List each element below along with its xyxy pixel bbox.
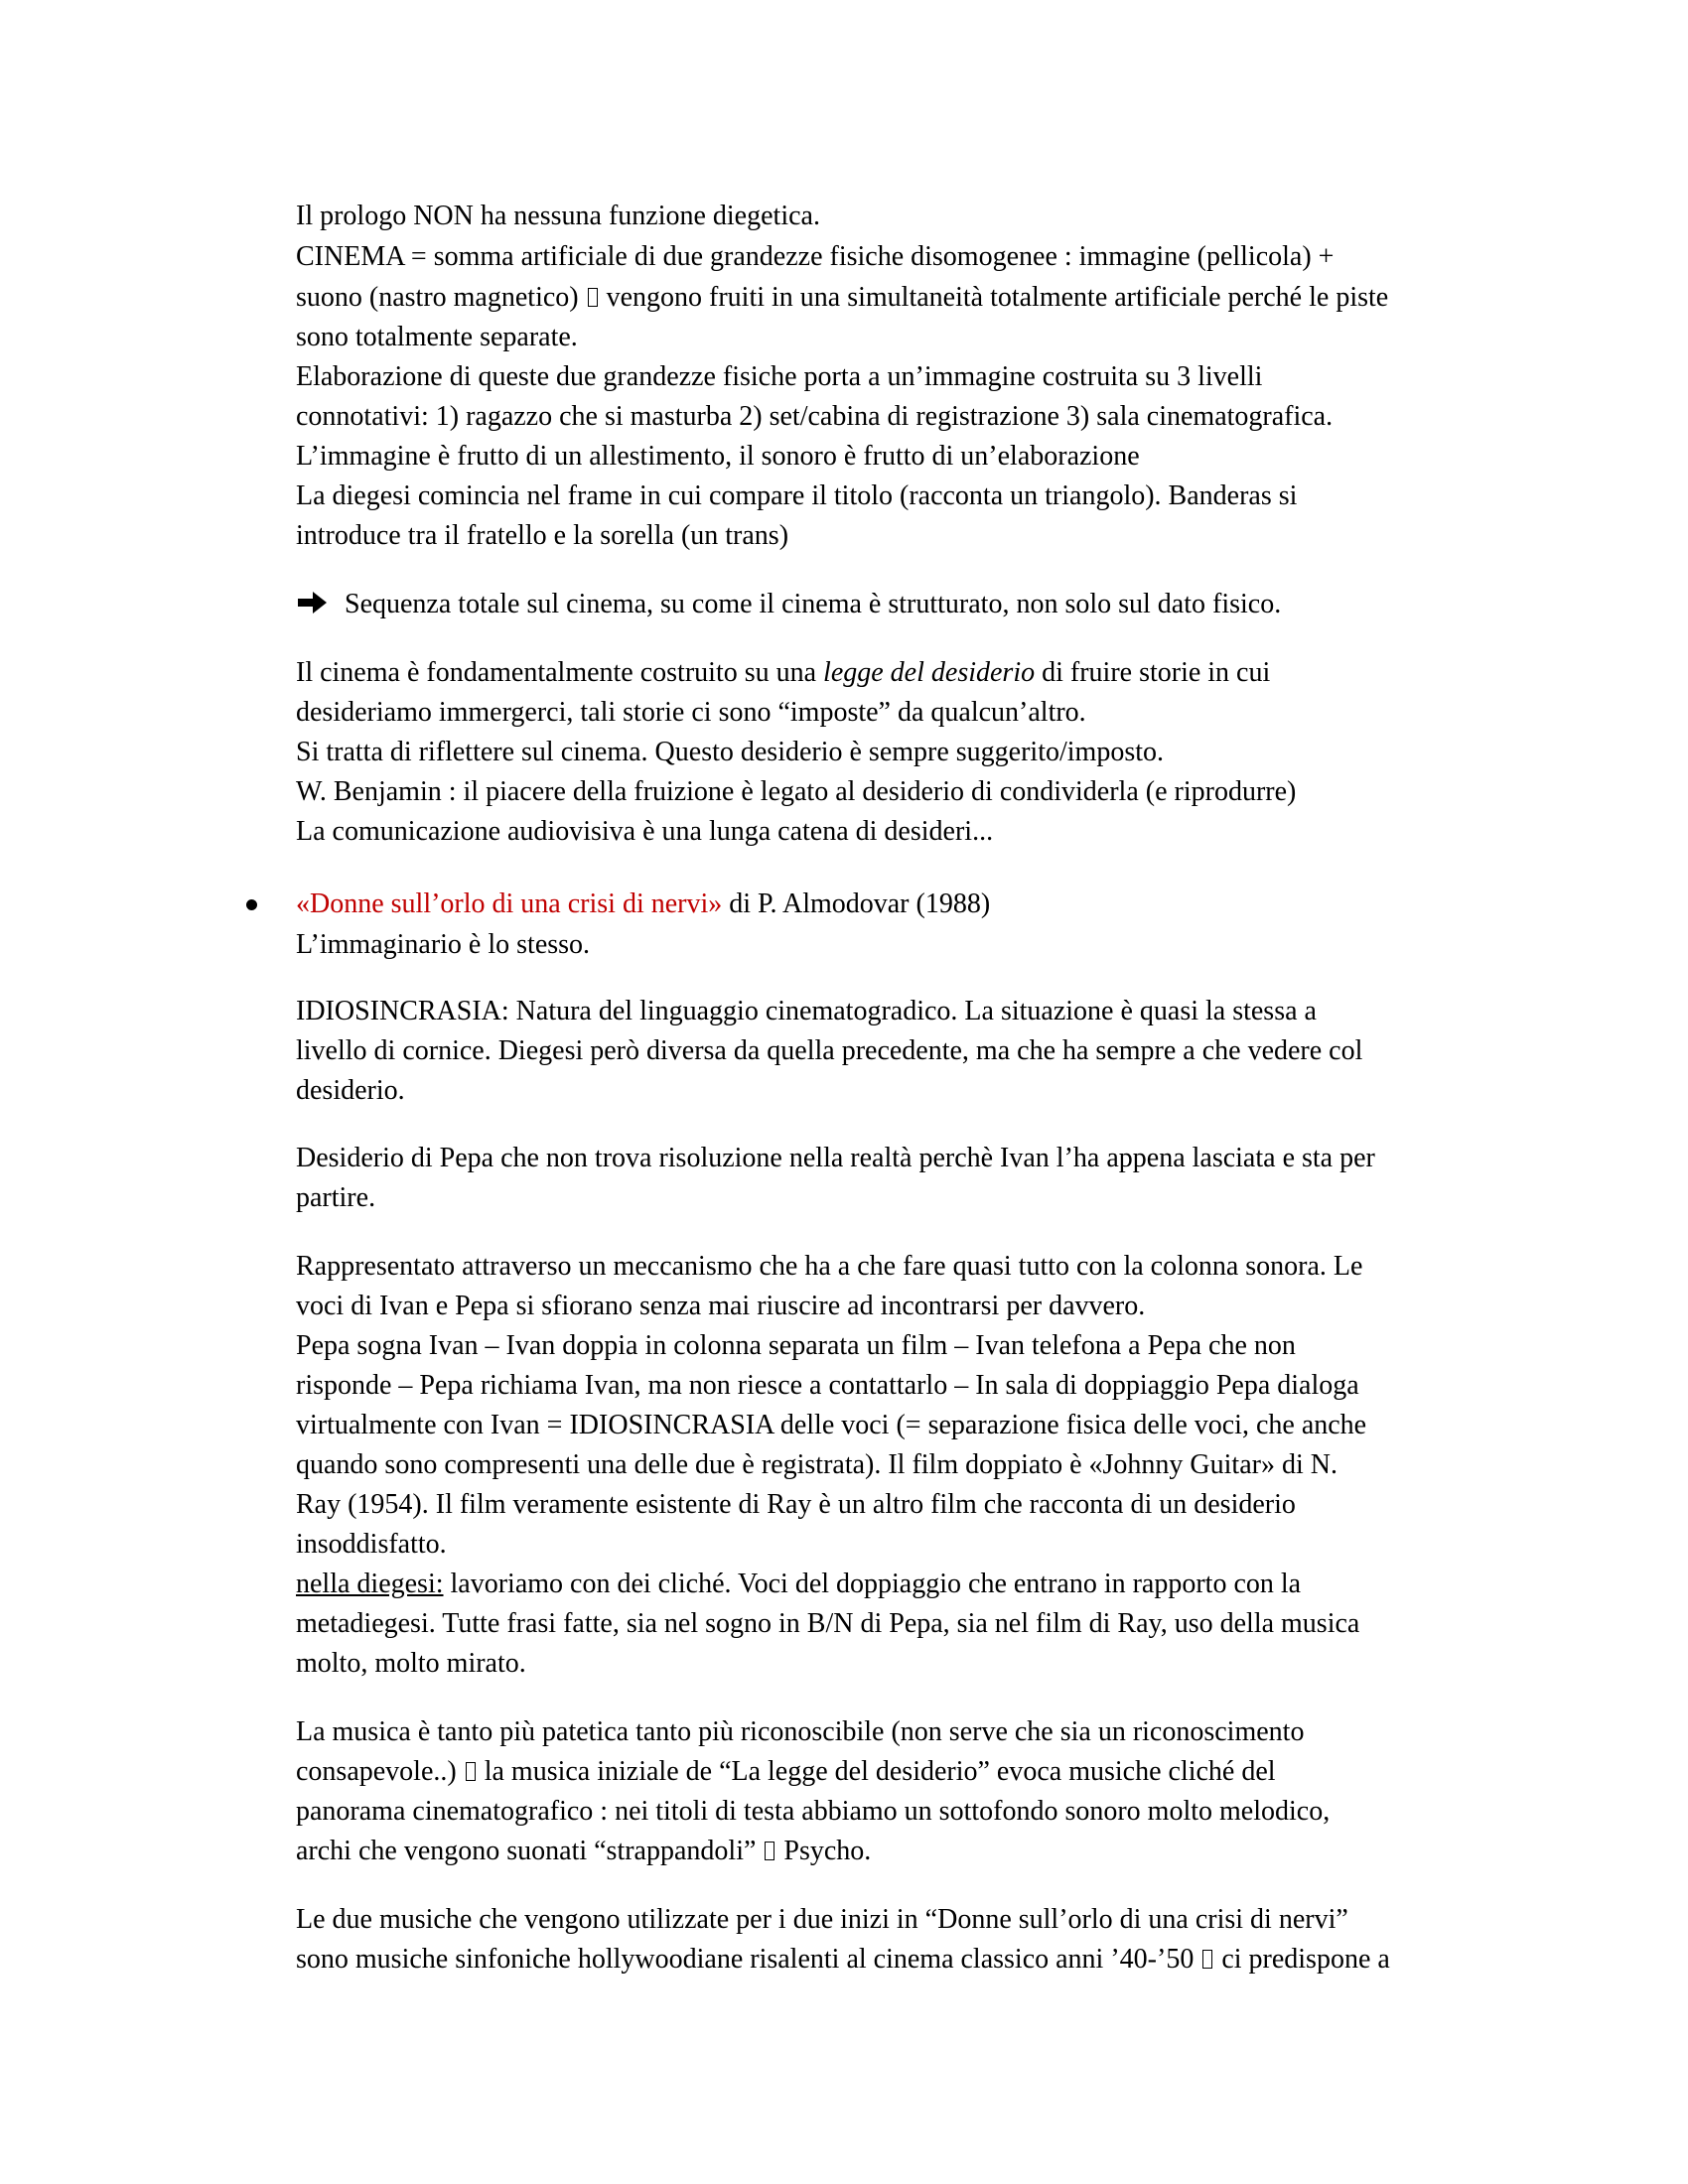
text-line: archi che vengono suonati “strappandoli” Psycho. <box>296 1836 872 1866</box>
text-line: consapevole..) la musica iniziale de “La legge del desiderio” evoca musiche cliché del <box>296 1756 1276 1787</box>
text-line: IDIOSINCRASIA: Natura del linguaggio cinematogradico. La situazione è quasi la stessa a <box>296 996 1317 1026</box>
text-line: metadiegesi. Tutte frasi fatte, sia nel sogno in B/N di Pepa, sia nel film di Ray, uso della musica <box>296 1608 1360 1639</box>
text-line: quando sono compresenti una delle due è registrata). Il film doppiato è «Johnny Guitar» di N. <box>296 1449 1337 1480</box>
text-line: sono totalmente separate. <box>296 322 578 352</box>
text-line: introduce tra il fratello e la sorella (un trans) <box>296 520 789 551</box>
arrow-bullet-line: Sequenza totale sul cinema, su come il cinema è strutturato, non solo sul dato fisico. <box>345 589 1282 619</box>
text-line: desiderio. <box>296 1075 405 1106</box>
text-line: connotativi: 1) ragazzo che si masturba 2) set/cabina di registrazione 3) sala cinematografica. <box>296 401 1334 432</box>
text-line: La comunicazione audiovisiva è una lunga catena di desideri... <box>296 816 994 847</box>
text-line: livello di cornice. Diegesi però diversa da quella precedente, ma che ha sempre a che vedere col <box>296 1035 1363 1066</box>
text-line: Pepa sogna Ivan – Ivan doppia in colonna separata un film – Ivan telefona a Pepa che non <box>296 1330 1296 1361</box>
text-line: L’immagine è frutto di un allestimento, il sonoro è frutto di un’elaborazione <box>296 441 1140 472</box>
bullet-item: «Donne sull’orlo di una crisi di nervi» di P. Almodovar (1988) <box>296 888 991 919</box>
missing-glyph-icon <box>466 1762 476 1781</box>
missing-glyph-icon <box>588 288 598 307</box>
text-line: Rappresentato attraverso un meccanismo che ha a che fare quasi tutto con la colonna sonora. Le <box>296 1251 1363 1282</box>
text-line: La diegesi comincia nel frame in cui compare il titolo (racconta un triangolo). Banderas si <box>296 480 1298 511</box>
text-line: insoddisfatto. <box>296 1529 447 1560</box>
text-line: W. Benjamin : il piacere della fruizione è legato al desiderio di condividerla (e riprodurre) <box>296 776 1297 807</box>
film-title: «Donne sull’orlo di una crisi di nervi» <box>296 888 723 919</box>
text-line: Il cinema è fondamentalmente costruito su una legge del desiderio di fruire storie in cui <box>296 657 1271 688</box>
text-line: Ray (1954). Il film veramente esistente di Ray è un altro film che racconta di un desiderio <box>296 1489 1296 1520</box>
text-line: risponde – Pepa richiama Ivan, ma non riesce a contattarlo – In sala di doppiaggio Pepa dialoga <box>296 1370 1359 1401</box>
text-line: Desiderio di Pepa che non trova risoluzione nella realtà perchè Ivan l’ha appena lasciata e sta per <box>296 1143 1375 1173</box>
text-line: La musica è tanto più patetica tanto più riconoscibile (non serve che sia un riconoscimento <box>296 1716 1305 1747</box>
text-line: panorama cinematografico : nei titoli di testa abbiamo un sottofondo sonoro molto melodico, <box>296 1796 1331 1827</box>
text-line: Il prologo NON ha nessuna funzione diegetica. <box>296 201 820 231</box>
text-line: suono (nastro magnetico) vengono fruiti in una simultaneità totalmente artificiale perché le piste <box>296 282 1389 313</box>
text-line: partire. <box>296 1182 376 1213</box>
missing-glyph-icon <box>765 1842 774 1860</box>
text-line: nella diegesi: lavoriamo con dei cliché. Voci del doppiaggio che entrano in rapporto con la <box>296 1569 1302 1599</box>
text-line: CINEMA = somma artificiale di due grandezze fisiche disomogenee : immagine (pellicola) + <box>296 241 1335 272</box>
italic-phrase: legge del desiderio <box>823 657 1036 688</box>
right-arrow-icon <box>298 590 328 615</box>
underlined-heading: nella diegesi: <box>296 1569 444 1599</box>
text-line: desideriamo immergerci, tali storie ci sono “imposte” da qualcun’altro. <box>296 697 1086 728</box>
text-line: voci di Ivan e Pepa si sfiorano senza mai riuscire ad incontrarsi per davvero. <box>296 1291 1146 1321</box>
text-line: Si tratta di riflettere sul cinema. Questo desiderio è sempre suggerito/imposto. <box>296 737 1165 767</box>
bullet-dot-icon <box>246 899 257 910</box>
text-line: virtualmente con Ivan = IDIOSINCRASIA delle voci (= separazione fisica delle voci, che anche <box>296 1410 1367 1440</box>
text-line: sono musiche sinfoniche hollywoodiane risalenti al cinema classico anni ’40-’50 ci predispone a <box>296 1944 1390 1975</box>
text-line: L’immaginario è lo stesso. <box>296 929 591 960</box>
text-line: molto, molto mirato. <box>296 1648 526 1679</box>
missing-glyph-icon <box>1202 1950 1212 1969</box>
text-line: Le due musiche che vengono utilizzate per i due inizi in “Donne sull’orlo di una crisi di nervi” <box>296 1904 1348 1935</box>
text-line: Elaborazione di queste due grandezze fisiche porta a un’immagine costruita su 3 livelli <box>296 361 1263 392</box>
